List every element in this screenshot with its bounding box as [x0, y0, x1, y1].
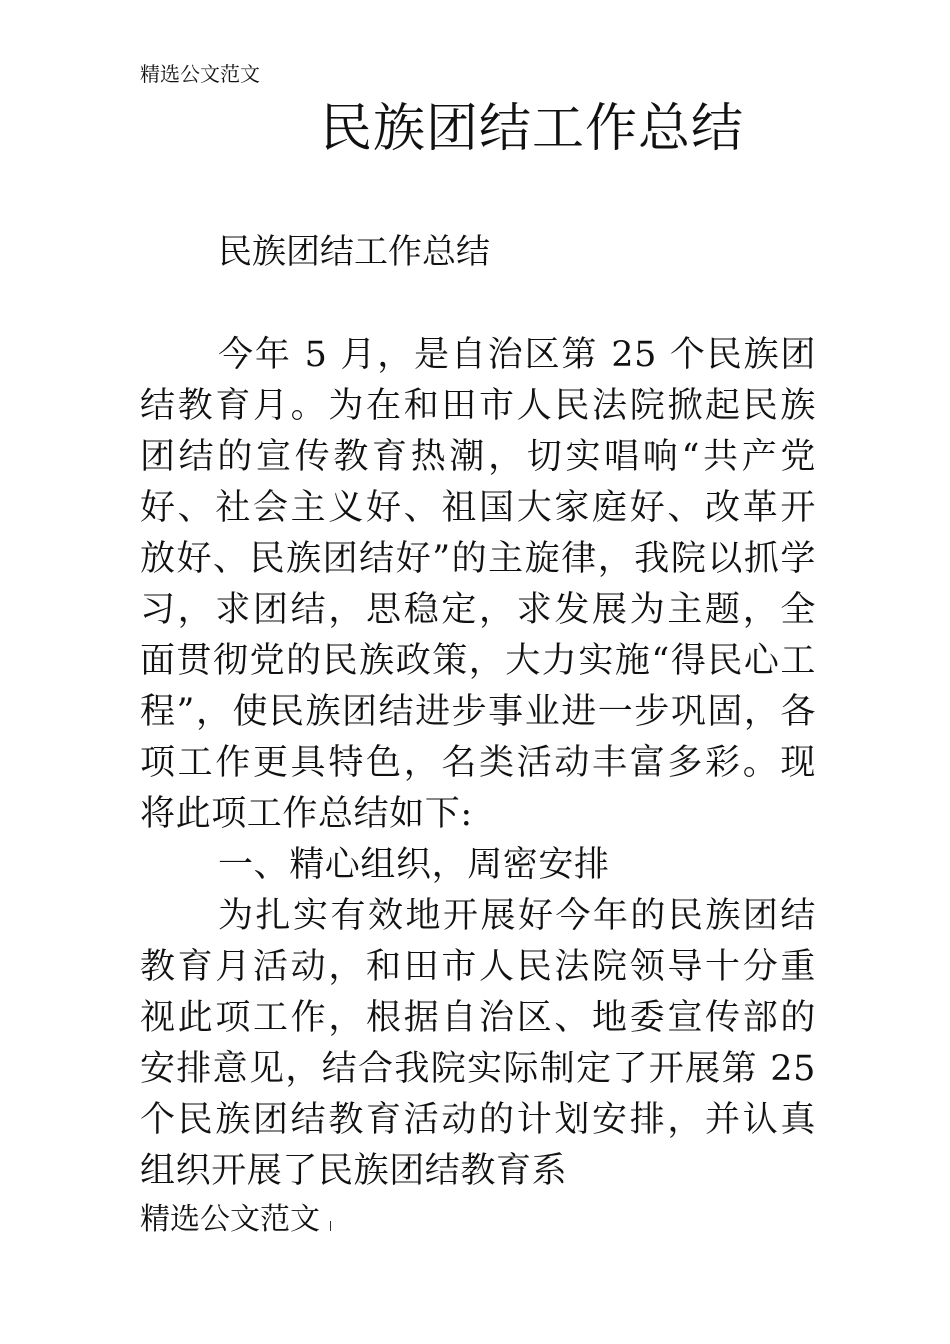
document-subtitle: 民族团结工作总结 — [218, 232, 490, 272]
document-body — [140, 330, 816, 1197]
intro-paragraph: 今年 5 月，是自治区第 25 个民族团结教育月。为在和田市人民法院掀起民族团结的宣传教育热潮，切实唱响“共产党好、社会主义好、祖国大家庭好、改革开放好、民族团结好”的主旋律，我院以抓学习，求团结，思稳定，求发展为主题，全面贯彻党的民族政策，大力实施“得民心工程”，使民族团结进步事业进一步巩固，各项工作更具特色，名类活动丰富多彩。现将此项工作总结如下: — [140, 335, 816, 834]
section-paragraph: 为扎实有效地开展好今年的民族团结教育月活动，和田市人民法院领导十分重视此项工作，根据自治区、地委宣传部的安排意见，结合我院实际制定了开展第 25 个民族团结教育活动的计划安排，并认真组织开展了民族团结教育系 — [140, 896, 816, 1191]
footer-label: 精选公文范文 — [140, 1202, 320, 1237]
footer-marker — [330, 1221, 331, 1231]
section-heading: 一、精心组织，周密安排 — [218, 845, 610, 885]
header-label: 精选公文范文 — [140, 62, 260, 86]
document-title: 民族团结工作总结 — [320, 99, 745, 159]
page-footer — [140, 1198, 331, 1242]
